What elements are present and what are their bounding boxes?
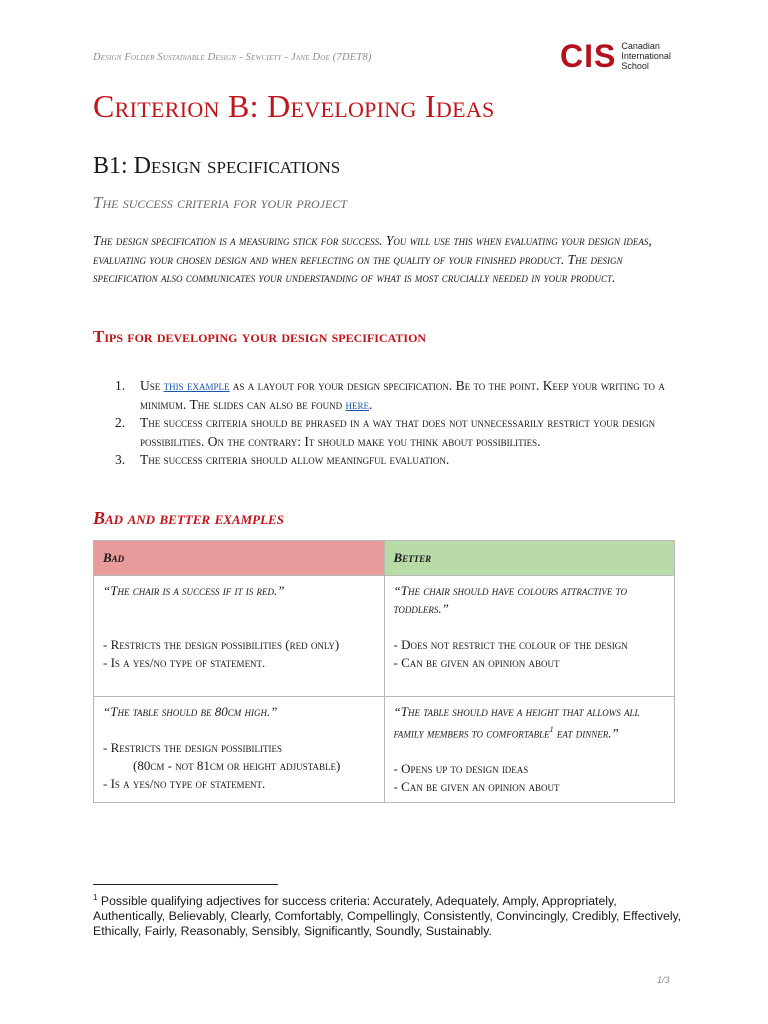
tip-text-part: . <box>369 396 373 412</box>
tip-item <box>115 377 675 414</box>
logo-line: School <box>621 61 649 71</box>
example-point: - Restricts the design possibilities (red only) <box>103 637 340 652</box>
tip-text <box>140 377 675 414</box>
example-point: - Can be given an opinion about <box>393 655 560 670</box>
tip-number: 1. <box>115 378 126 393</box>
tip-number: 3. <box>115 452 126 467</box>
bad-cell <box>94 576 385 697</box>
better-cell <box>384 576 675 697</box>
example-quote <box>394 703 666 742</box>
tip-item <box>115 451 675 470</box>
footnote <box>93 890 683 939</box>
example-quote: “The chair should have colours attractive to toddlers.” <box>393 583 628 616</box>
example-point: - Is a yes/no type of statement. <box>103 776 266 791</box>
intro-paragraph: The design specification is a measuring stick for success. You will use this when evaluating your design ideas, evaluating your chosen design and when reflecting on the quality of your finished product. The design specification also communicates your understanding of what is most crucially needed in your product. <box>93 233 652 285</box>
tip-text-part: as a layout for your design specification. Be to the point. Keep your writing to a minimum. The slides can also be found <box>140 378 665 412</box>
example-point: - Opens up to design ideas <box>393 761 529 777</box>
logo-line: Canadian <box>621 41 660 51</box>
example-point: - Restricts the design possibilities <box>103 740 283 755</box>
bad-column-header: Bad <box>94 541 385 576</box>
running-header: Design Folder Sustainable Design - Sewciety - Jane Doe (7DET8) <box>93 52 372 63</box>
logo-text <box>621 41 671 71</box>
here-link[interactable]: here <box>345 396 370 412</box>
better-cell <box>384 697 675 803</box>
school-logo <box>560 40 671 72</box>
quote-part: “The table should have a height that allows all family members to comfortable <box>393 704 640 741</box>
tip-text: The success criteria should allow meaningful evaluation. <box>140 452 450 467</box>
this-example-link[interactable]: this example <box>163 378 230 393</box>
page-number: 1/3 <box>657 975 670 985</box>
example-point: - Is a yes/no type of statement. <box>103 655 266 670</box>
bad-cell <box>94 697 385 803</box>
better-column-header: Better <box>384 541 675 576</box>
section-subtitle: The success criteria for your project <box>93 193 348 212</box>
quote-part: eat dinner.” <box>553 725 619 741</box>
example-point: - Does not restrict the colour of the design <box>393 637 628 652</box>
tip-text-part: Use <box>140 378 164 393</box>
examples-heading: Bad and better examples <box>93 508 284 528</box>
logo-line: International <box>621 51 671 61</box>
footnote-marker: 1 <box>93 893 98 902</box>
footnote-ref[interactable]: 1 <box>549 725 554 734</box>
table-row <box>94 697 675 803</box>
tip-text: The success criteria should be phrased in a way that does not unnecessarily restrict your design possibilities. On the contrary: It should make you think about possibilities. <box>140 415 656 449</box>
tip-number: 2. <box>115 415 126 430</box>
footnote-divider <box>93 884 278 885</box>
logo-mark: CIS <box>560 38 617 74</box>
table-row <box>94 576 675 697</box>
example-point: - Can be given an opinion about <box>393 779 560 795</box>
tips-heading: Tips for developing your design specification <box>93 327 427 346</box>
tip-item <box>115 414 675 451</box>
example-quote: “The table should be 80cm high.” <box>103 704 278 719</box>
section-heading: B1: Design specifications <box>93 153 341 179</box>
example-point: (80cm - not 81cm or height adjustable) <box>133 758 341 773</box>
table-header-row <box>94 541 675 576</box>
footnote-text: Possible qualifying adjectives for success criteria: Accurately, Adequately, Amply, Appropriately, Authentically, Believably, Clearly, Comfortably, Compellingly, Consistently, Convincingly, Credibly, Effectively, Ethically, Fairly, Reasonably, Sensibly, Significantly, Soundly, Sustainably. <box>93 894 682 939</box>
page-title: Criterion B: Developing Ideas <box>93 88 495 124</box>
examples-table <box>93 540 675 803</box>
example-quote: “The chair is a success if it is red.” <box>103 583 285 598</box>
tips-list <box>115 377 675 470</box>
